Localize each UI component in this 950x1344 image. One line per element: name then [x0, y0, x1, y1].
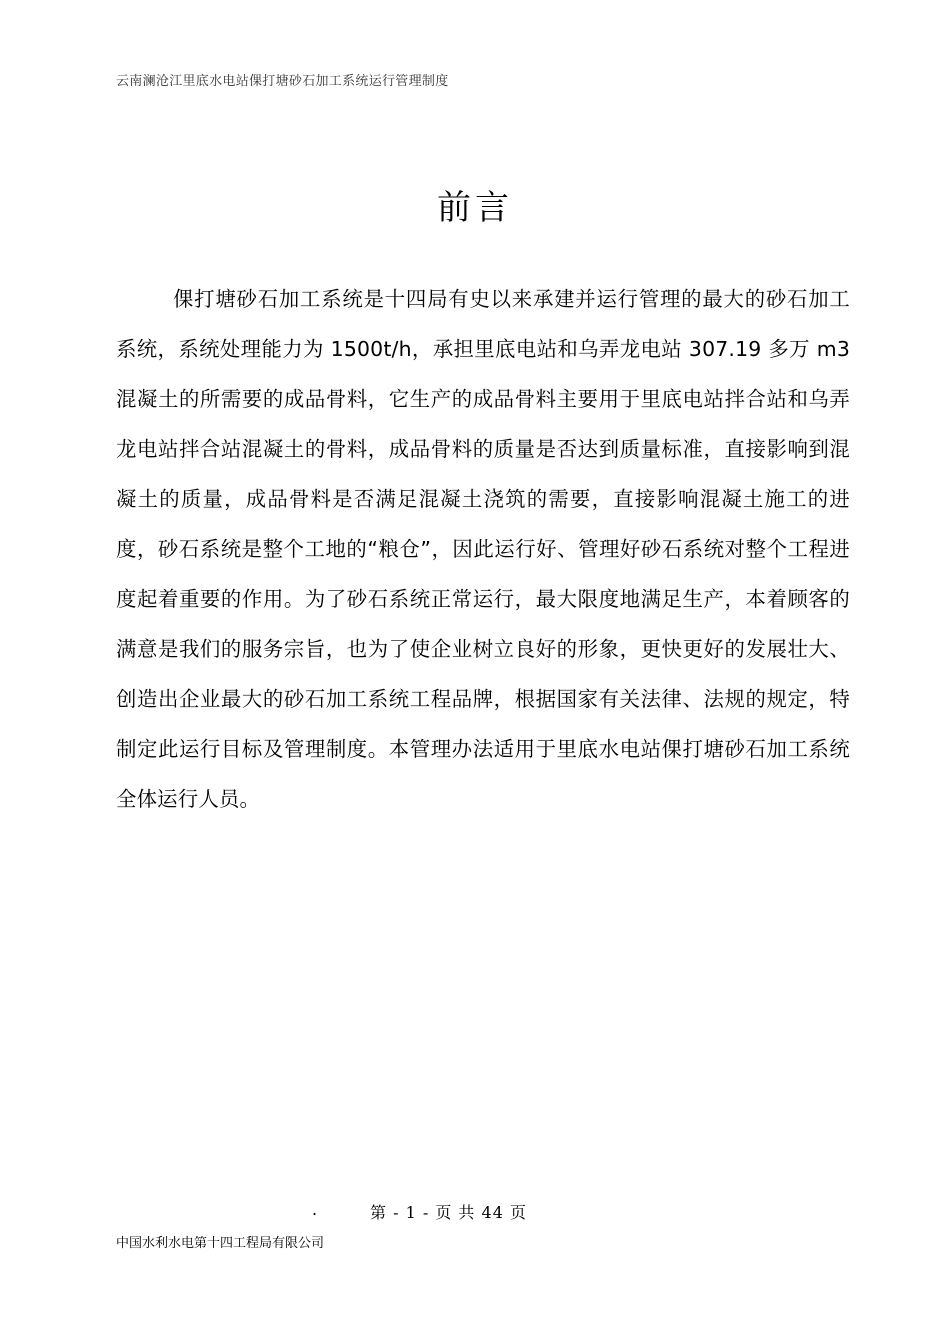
company-name: 中国水利水电第十四工程局有限公司: [116, 1236, 325, 1251]
footer-dot: .: [312, 1200, 318, 1219]
page-title: 前言: [437, 188, 513, 228]
page-footer: [0, 1200, 950, 1224]
page-number: 第 - 1 - 页 共 44 页: [370, 1203, 527, 1222]
preface-paragraph: 倮打塘砂石加工系统是十四局有史以来承建并运行管理的最大的砂石加工系统，系统处理能力为 1500t/h，承担里底电站和乌弄龙电站 307.19 多万 m3 混凝土的所需要的成品骨料，它生产的成品骨料主要用于里底电站拌合站和乌弄龙电站拌合站混凝土的骨料，成品骨料的质量是否达到质量标准，直接影响到混凝土的质量，成品骨料是否满足混凝土浇筑的需要，直接影响混凝土施工的进度，砂石系统是整个工地的“粮仓”，因此运行好、管理好砂石系统对整个工程进度起着重要的作用。为了砂石系统正常运行，最大限度地满足生产，本着顾客的满意是我们的服务宗旨，也为了使企业树立良好的形象，更快更好的发展壮大、创造出企业最大的砂石加工系统工程品牌，根据国家有关法律、法规的规定，特制定此运行目标及管理制度。本管理办法适用于里底水电站倮打塘砂石加工系统全体运行人员。: [116, 287, 850, 811]
running-header: 云南澜沧江里底水电站倮打塘砂石加工系统运行管理制度: [116, 74, 449, 89]
